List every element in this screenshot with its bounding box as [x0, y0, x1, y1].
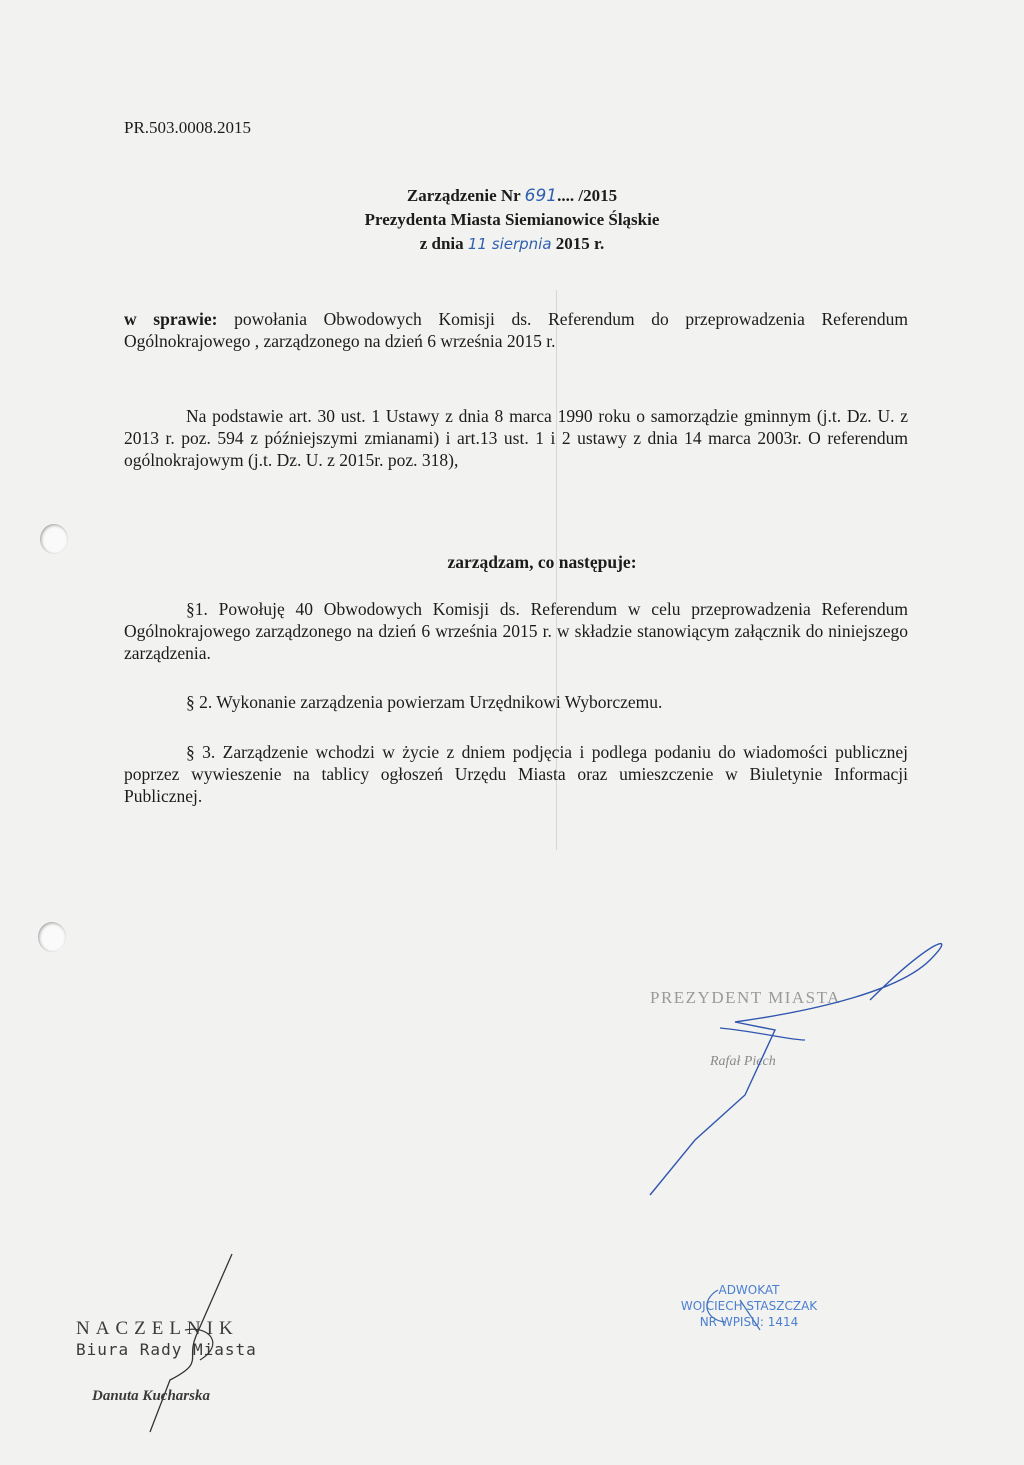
- reference-number: PR.503.0008.2015: [124, 118, 252, 137]
- date-suffix: 2015 r.: [555, 234, 605, 253]
- subject-label: w sprawie:: [124, 309, 218, 329]
- president-signature: [650, 944, 942, 1195]
- ordinance-issuer: Prezydenta Miasta Siemianowice Śląskie: [364, 210, 660, 229]
- president-signature-stroke-2: [720, 1028, 805, 1040]
- date-prefix: z dnia: [419, 234, 464, 253]
- chief-title: NACZELNIK: [76, 1318, 239, 1339]
- decision-heading: zarządzam, co następuje:: [447, 552, 637, 572]
- president-name: Rafał Piech: [710, 1054, 776, 1069]
- paragraph-1: §1. Powołuję 40 Obwodowych Komisji ds. Referendum w celu przeprowadzenia Referendum Ogólnokrajowego zarządzonego na dzień 6 września 2015 r. w składzie stanowiącym załącznik do niniejszego zarządzenia.: [124, 599, 908, 663]
- legal-basis-paragraph: Na podstawie art. 30 ust. 1 Ustawy z dnia 8 marca 1990 roku o samorządzie gminnym (j.t. Dz. U. z 2013 r. poz. 594 z późniejszymi zmianami) i art.13 ust. 1 i 2 ustawy z dnia 14 marca 2003r. O referendum ogólnokrajowym (j.t. Dz. U. z 2015r. poz. 318),: [124, 406, 908, 470]
- lawyer-name: WOJCIECH STASZCZAK: [680, 1299, 818, 1313]
- title-prefix: Zarządzenie Nr: [406, 186, 521, 205]
- subject-text: powołania Obwodowych Komisji ds. Referendum do przeprowadzenia Referendum Ogólnokrajowego , zarządzonego na dzień 6 września 2015 r.: [124, 309, 908, 351]
- paragraph-3: § 3. Zarządzenie wchodzi w życie z dniem podjęcia i podlega podaniu do wiadomości publicznej poprzez wywieszenie na tablicy ogłoszeń Urzędu Miasta oraz umieszczenie w Biuletynie Informacji Publicznej.: [124, 742, 908, 806]
- handwritten-date: 11 sierpnia: [467, 235, 552, 253]
- title-suffix: .... /2015: [557, 186, 618, 205]
- lawyer-signature: [707, 1290, 760, 1330]
- lawyer-registry: NR WPISU: 1414: [699, 1315, 799, 1329]
- handwritten-number: 691: [524, 186, 558, 206]
- lawyer-title: ADWOKAT: [718, 1283, 780, 1297]
- chief-name: Danuta Kucharska: [92, 1388, 210, 1404]
- chief-signature-stroke-2: [185, 1329, 213, 1360]
- chief-signature: [150, 1254, 232, 1432]
- paragraph-2: § 2. Wykonanie zarządzenia powierzam Urzędnikowi Wyborczemu.: [186, 692, 663, 712]
- chief-department: Biura Rady Miasta: [76, 1340, 257, 1359]
- president-title: PREZYDENT MIASTA: [650, 988, 841, 1007]
